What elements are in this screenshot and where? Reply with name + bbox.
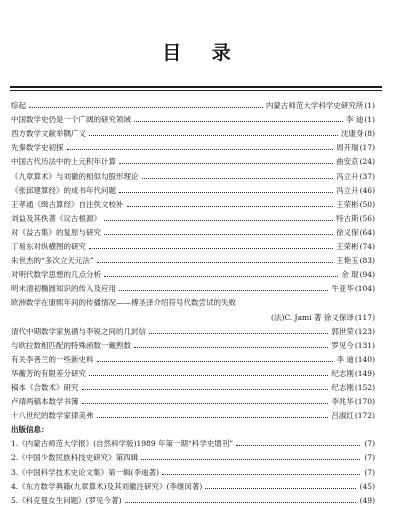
toc-entry-page: (131) (354, 340, 375, 350)
toc-entry (11, 210, 375, 224)
toc-entry (11, 238, 375, 252)
toc-entry (11, 196, 375, 210)
toc-entry-page: (123) (354, 326, 375, 336)
toc-entry (11, 308, 375, 322)
toc-entry-title: 对明代数学思想的几点分析 (11, 270, 101, 280)
toc-entry-author: 郭世荣 (331, 326, 354, 336)
toc-entry (11, 379, 375, 393)
leader-dots (149, 333, 328, 334)
toc-entry-title: 《九章算术》与刘徽的相似勾股形理论 (11, 171, 139, 181)
toc-entry-page: (7) (364, 467, 375, 477)
leader-dots (104, 276, 338, 277)
leader-dots (29, 107, 263, 108)
leader-dots (236, 445, 360, 446)
toc-entry (11, 478, 375, 492)
toc-entry-author: (法)C. Jami 著 徐义保译 (270, 312, 354, 322)
leader-dots (89, 248, 333, 249)
toc-entry-author: 曲安京 (336, 157, 359, 167)
toc-entry-title: 稿本《合数术》研究 (11, 382, 79, 392)
toc-entry-author: 牛亚华 (331, 284, 354, 294)
toc-entry (11, 111, 375, 125)
toc-entry-page: (50) (359, 199, 375, 209)
toc-entry-page: (1) (364, 115, 375, 125)
leader-dots (119, 163, 333, 164)
toc-entry-author: 吕淑红 (331, 411, 354, 421)
toc-entry-page: (140) (354, 354, 375, 364)
toc-entry-title: 2.《中国少数民族科技史研究》第四辑 (11, 453, 139, 463)
toc-entry-title: 5.《科克曼女生问题》(罗见今著) (11, 495, 122, 505)
leader-dots (82, 389, 329, 390)
toc-entry-title: 对《益古集》的复原与研究 (11, 227, 101, 237)
toc-entry-author: 李兆华 (331, 397, 354, 407)
leader-dots (127, 206, 334, 207)
toc-entry-page: (56) (359, 213, 375, 223)
page-title: 目 录 (162, 42, 243, 64)
toc-entry (11, 323, 375, 337)
toc-entry (11, 393, 375, 407)
toc-entry-page: (170) (354, 397, 375, 407)
leader-dots (134, 121, 343, 122)
toc-entry-author: 冯立升 (336, 185, 359, 195)
toc-entry-title: 欧洲数学在康熙年间的传播情况——傅圣泽介绍符号代数尝试的失败 (11, 298, 236, 308)
toc-entry-author: 王荣彬 (336, 242, 359, 252)
toc-entry-page: (8) (364, 129, 375, 139)
toc-entry (11, 492, 375, 506)
toc-entry-author: 纪志刚 (331, 382, 354, 392)
leader-dots (82, 403, 329, 404)
leader-dots (97, 361, 334, 362)
toc-entry-author: 王荣彬 (336, 199, 359, 209)
toc-entry-author: 李 迪 (336, 354, 354, 364)
toc-entry (11, 435, 375, 449)
toc-entry-page: (17) (359, 143, 375, 153)
toc-entry-title: 清代中期数学家焦循与李锐之间的几封信 (11, 326, 146, 336)
toc-entry-author: 王艳玉 (336, 256, 359, 266)
toc-entry (11, 463, 375, 477)
toc-entry-title: 朱世杰的“多次立天元法” (11, 256, 94, 266)
toc-entry-page: (45) (359, 481, 375, 491)
toc-entry-page: (49) (359, 495, 375, 505)
toc-entry (11, 224, 375, 238)
toc-entry (11, 407, 375, 421)
toc-entry-author: 冯立升 (336, 171, 359, 181)
leader-dots (119, 290, 328, 291)
toc-entry-title: 先秦数学史初探 (11, 143, 64, 153)
toc-entry-author: 内蒙古师范大学科学史研究所 (265, 101, 364, 111)
toc-entry-title: 中国数学史仍是一个广阔的研究领域 (11, 115, 131, 125)
leader-dots (205, 488, 355, 489)
toc-entry-title: 3.《中国科学技术史论文集》第一辑(李迪著) (11, 467, 160, 477)
toc-entry-title: 4.《东方数学典籍(九章算术)及其刘徽注研究》(李继闵著) (11, 481, 203, 491)
toc-entry-page: (1) (364, 101, 375, 111)
toc-entry (11, 153, 375, 167)
leader-dots (89, 375, 328, 376)
leader-dots (104, 220, 333, 221)
leader-dots (97, 262, 333, 263)
toc-entry-author: 周开瑞 (336, 143, 359, 153)
toc-entry (11, 266, 375, 280)
leader-dots (142, 178, 334, 179)
toc-entry (11, 449, 375, 463)
toc-entry-title: 明末清初椭圆知识的传入及应用 (11, 284, 116, 294)
toc-entry-page: (24) (359, 157, 375, 167)
toc-entry-title: 刘益及其佚著《议古根源》 (11, 213, 101, 223)
toc-entry-page: (94) (359, 270, 375, 280)
toc-entry-author: 特古斯 (336, 213, 359, 223)
toc-entry (11, 294, 375, 308)
toc-entry-author: 沈康身 (340, 129, 364, 139)
toc-entry-title: 中国古代历法中的上元积年计算 (11, 157, 116, 167)
leader-dots (104, 234, 333, 235)
toc-entry-title: 十八世纪的数学家律美弗 (11, 411, 94, 421)
toc-entry-title: 出版信息： (11, 425, 49, 435)
toc-entry-page: (7) (364, 453, 375, 463)
leader-dots (67, 149, 334, 150)
toc-entry (11, 182, 375, 196)
toc-entry-page: (172) (354, 411, 375, 421)
toc-entry (11, 337, 375, 351)
toc-entry (11, 167, 375, 181)
toc-entry-title: 1.《内蒙古师范大学报》(自然科学版)1989 年第一期“科学史增刊” (11, 439, 234, 449)
toc-entry-title: 与欧拉数相匹配的特殊函数一戴煦数 (11, 340, 131, 350)
toc-entry-title: 丁易东对纵横图的研究 (11, 242, 86, 252)
toc-entry-title: 卢靖两稿本数学书簿 (11, 397, 79, 407)
toc-entry-page: (149) (354, 368, 375, 378)
title-rule-thin (10, 90, 382, 91)
toc-entry-page: (37) (359, 171, 375, 181)
toc-entry-title: 综起 (11, 101, 26, 111)
leader-dots (97, 417, 329, 418)
toc-entry (11, 97, 375, 111)
toc-entry (11, 280, 375, 294)
toc-entry-page: (117) (354, 312, 375, 322)
toc-entry (11, 252, 375, 266)
toc-entry-page: (104) (354, 284, 375, 294)
toc-entry-title: 王孝通《缉古算经》自注佚文校补 (11, 199, 124, 209)
toc-entry-title: 西方数学文献举隅广义 (11, 129, 86, 139)
toc-entry-author: 纪志刚 (331, 368, 354, 378)
toc-entry-author: 徐义保 (336, 227, 359, 237)
leader-dots (119, 192, 333, 193)
toc-entry-author: 李 迪 (345, 115, 364, 125)
toc-entry (11, 351, 375, 365)
toc-entry-title: 《张邱建算经》的成书年代问题 (11, 185, 116, 195)
toc-entry (11, 139, 375, 153)
toc-entry-page: (152) (354, 382, 375, 392)
toc-entry (11, 365, 375, 379)
leader-dots (141, 459, 360, 460)
toc-entry (11, 125, 375, 139)
toc-entry-page: (7) (364, 439, 375, 449)
leader-dots (89, 135, 338, 136)
toc-entry-author: 余 琨 (341, 270, 359, 280)
toc-entry-title: 华蘅芳的有限差分研究 (11, 368, 86, 378)
toc-entry-page: (46) (359, 185, 375, 195)
toc-entry (11, 421, 375, 435)
toc-entry-title: 有关李善兰的一些新史料 (11, 354, 94, 364)
toc-entry-page: (64) (359, 227, 375, 237)
toc-entry-page: (74) (359, 242, 375, 252)
leader-dots (162, 474, 360, 475)
title-rule-thick (10, 86, 382, 88)
toc-entry-page: (83) (359, 256, 375, 266)
toc-entry-author: 罗见今 (331, 340, 354, 350)
table-of-contents (11, 97, 375, 506)
leader-dots (125, 502, 356, 503)
leader-dots (134, 347, 328, 348)
